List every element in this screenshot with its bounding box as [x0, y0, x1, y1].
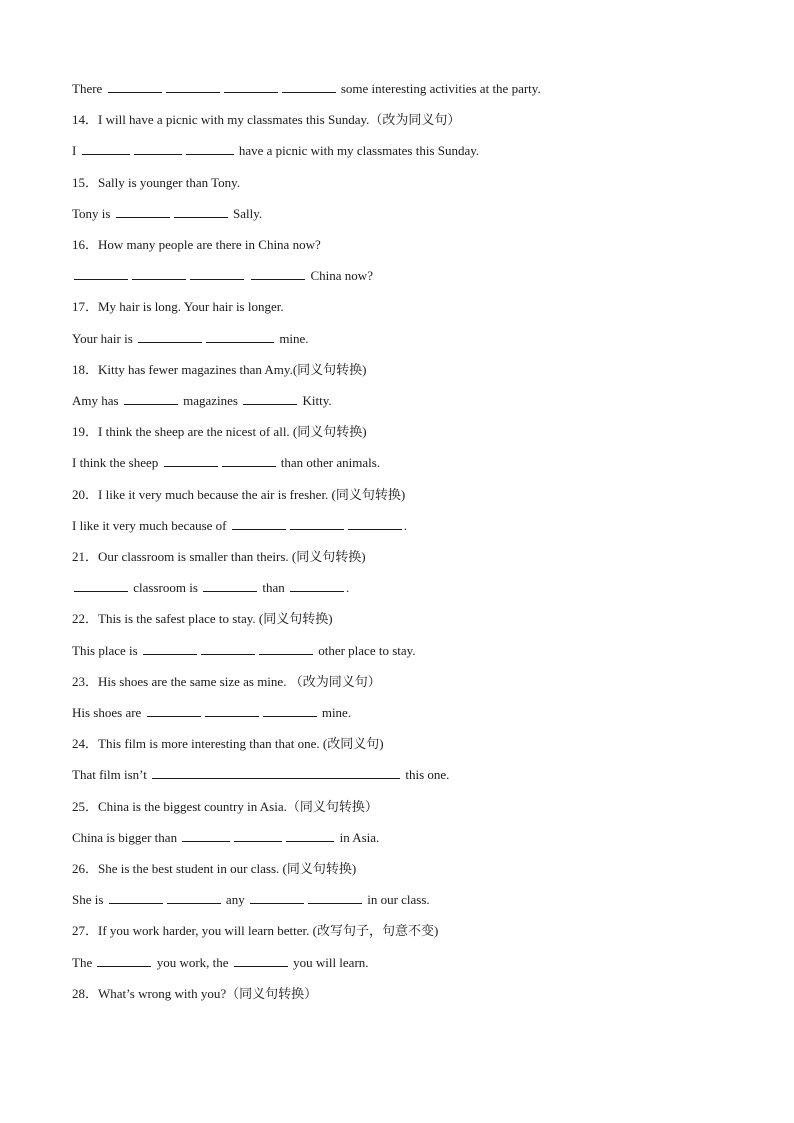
answer-blank[interactable]: [290, 518, 344, 530]
answer-blank[interactable]: [243, 393, 297, 405]
line-text: That film isn’t: [72, 767, 151, 783]
line-text: I: [72, 143, 80, 159]
line-text: I think the sheep: [72, 455, 162, 471]
question-line: [72, 986, 317, 1002]
question-line: [72, 799, 378, 815]
answer-blank[interactable]: [164, 455, 218, 467]
line-text: Kitty.: [299, 393, 332, 408]
line-text: some interesting activities at the party.: [337, 81, 541, 96]
answer-line: [72, 518, 407, 534]
line-text: you work, the: [153, 954, 232, 970]
line-text: There: [72, 81, 106, 96]
question-line: [72, 674, 381, 690]
question-line: [72, 736, 384, 752]
line-text: 25．China is the biggest country in Asia.（同义句转换）: [72, 798, 378, 814]
line-text: [246, 268, 249, 283]
answer-blank[interactable]: [263, 705, 317, 717]
answer-blank[interactable]: [206, 331, 274, 343]
line-text: This place is: [72, 642, 141, 658]
answer-blank[interactable]: [174, 206, 228, 218]
answer-blank[interactable]: [182, 830, 230, 842]
answer-blank[interactable]: [290, 580, 344, 592]
answer-line: [72, 268, 373, 284]
question-line: [72, 299, 284, 315]
line-text: classroom is: [130, 580, 202, 596]
answer-blank[interactable]: [152, 767, 400, 779]
answer-blank[interactable]: [138, 331, 202, 343]
answer-blank[interactable]: [147, 705, 201, 717]
line-text: have a picnic with my classmates this Sunday.: [235, 143, 480, 159]
line-text: other place to stay.: [314, 642, 416, 658]
answer-blank[interactable]: [308, 892, 362, 904]
answer-blank[interactable]: [108, 81, 162, 93]
answer-line: [72, 830, 379, 846]
answer-blank[interactable]: [74, 268, 128, 280]
answer-line: [72, 767, 449, 783]
answer-blank[interactable]: [97, 955, 151, 967]
line-text: 16．How many people are there in China now?: [72, 237, 321, 252]
line-text: 14．I will have a picnic with my classmates this Sunday.（改为同义句）: [72, 112, 461, 128]
question-line: [72, 112, 460, 128]
answer-line: [72, 331, 309, 347]
question-line: [72, 611, 333, 627]
answer-blank[interactable]: [203, 580, 257, 592]
answer-line: [72, 892, 430, 908]
answer-blank[interactable]: [234, 830, 282, 842]
answer-blank[interactable]: [143, 643, 197, 655]
line-text: 28．What’s wrong with you?（同义句转换）: [72, 985, 318, 1001]
answer-blank[interactable]: [116, 206, 170, 218]
line-text: .: [403, 517, 407, 533]
line-text: 15．Sally is younger than Tony.: [72, 174, 241, 190]
answer-line: [72, 206, 262, 222]
line-text: in our class.: [363, 892, 430, 908]
answer-line: [72, 955, 369, 971]
answer-blank[interactable]: [166, 81, 220, 93]
line-text: magazines: [179, 393, 242, 408]
line-text: Tony is: [72, 205, 114, 221]
answer-blank[interactable]: [232, 518, 286, 530]
question-line: [72, 362, 366, 378]
answer-blank[interactable]: [205, 705, 259, 717]
line-text: mine.: [318, 705, 352, 720]
answer-blank[interactable]: [282, 81, 336, 93]
answer-blank[interactable]: [132, 268, 186, 280]
answer-blank[interactable]: [186, 143, 234, 155]
answer-blank[interactable]: [286, 830, 334, 842]
line-text: I like it very much because of: [72, 517, 230, 533]
answer-blank[interactable]: [124, 393, 178, 405]
line-text: 17．My hair is long. Your hair is longer.: [72, 299, 284, 315]
line-text: 18．Kitty has fewer magazines than Amy.(同义句转换): [72, 361, 367, 377]
line-text: this one.: [402, 767, 450, 783]
answer-blank[interactable]: [348, 518, 402, 530]
line-text: China now?: [307, 268, 373, 284]
question-line: [72, 487, 405, 503]
line-text: 22．This is the safest place to stay. (同义句转换): [72, 611, 333, 627]
answer-line: [72, 393, 332, 409]
answer-line: [72, 643, 416, 659]
answer-blank[interactable]: [251, 268, 305, 280]
question-line: [72, 549, 366, 565]
line-text: 24．This film is more interesting than that one. (改同义句): [72, 736, 384, 752]
line-text: than other animals.: [277, 455, 381, 471]
question-line: [72, 923, 438, 939]
line-text: The: [72, 954, 96, 970]
question-line: [72, 424, 367, 440]
line-text: 20．I like it very much because the air is fresher. (同义句转换): [72, 486, 406, 502]
line-text: Sally.: [229, 205, 263, 221]
line-text: 27．If you work harder, you will learn better. (改写句子，句意不变): [72, 923, 439, 939]
line-text: in Asia.: [336, 829, 380, 845]
answer-blank[interactable]: [224, 81, 278, 93]
answer-blank[interactable]: [82, 143, 130, 155]
line-text: 21．Our classroom is smaller than theirs. (同义句转换): [72, 549, 366, 564]
line-text: Your hair is: [72, 330, 137, 346]
line-text: you will learn.: [289, 954, 369, 970]
answer-line: [72, 705, 351, 721]
answer-blank[interactable]: [134, 143, 182, 155]
answer-blank[interactable]: [109, 892, 163, 904]
answer-blank[interactable]: [167, 892, 221, 904]
line-text: 23．His shoes are the same size as mine. （改为同义句）: [72, 673, 381, 689]
answer-line: [72, 81, 541, 97]
line-text: mine.: [276, 330, 309, 346]
answer-blank[interactable]: [222, 455, 276, 467]
answer-line: [72, 455, 380, 471]
answer-blank[interactable]: [234, 955, 288, 967]
question-line: [72, 237, 321, 253]
line-text: China is bigger than: [72, 829, 181, 845]
line-text: 26．She is the best student in our class. (同义句转换): [72, 861, 357, 876]
worksheet-page: [72, 0, 754, 1123]
line-text: .: [346, 580, 350, 596]
question-line: [72, 175, 240, 191]
line-text: than: [259, 580, 289, 596]
answer-line: [72, 143, 479, 159]
answer-blank[interactable]: [190, 268, 244, 280]
answer-blank[interactable]: [250, 892, 304, 904]
question-line: [72, 861, 356, 877]
line-text: She is: [72, 892, 107, 908]
line-text: His shoes are: [72, 705, 145, 720]
line-text: Amy has: [72, 393, 122, 408]
answer-blank[interactable]: [74, 580, 128, 592]
line-text: any: [222, 892, 248, 908]
answer-blank[interactable]: [201, 643, 255, 655]
line-text: 19．I think the sheep are the nicest of all. (同义句转换): [72, 424, 367, 440]
answer-line: [72, 580, 349, 596]
answer-blank[interactable]: [259, 643, 313, 655]
